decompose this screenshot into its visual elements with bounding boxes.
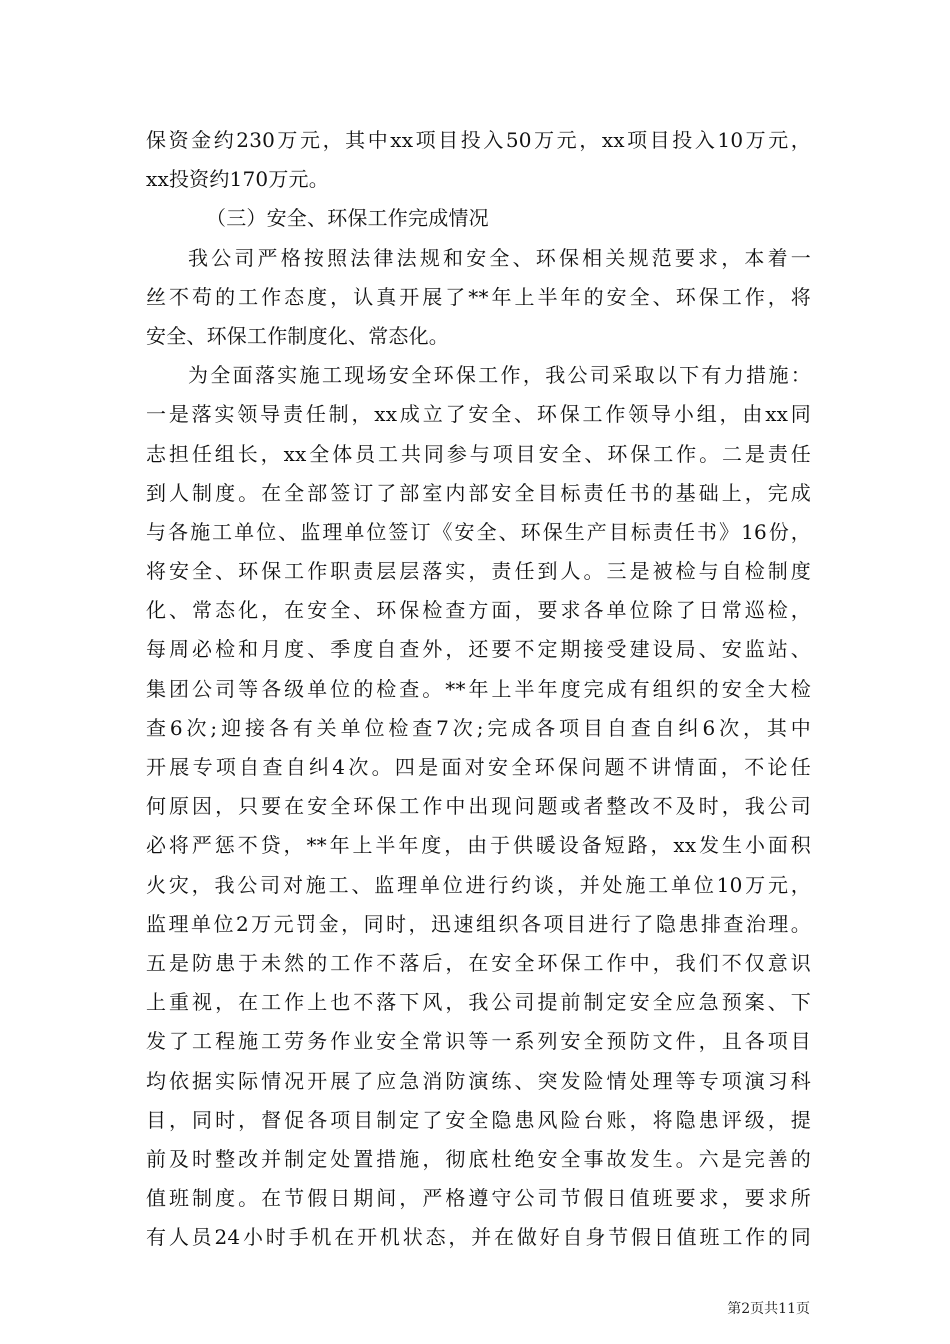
text-line: 火灾，我公司对施工、监理单位进行约谈，并处施工单位10万元， [146, 872, 811, 897]
text-line: 发了工程施工劳务作业安全常识等一系列安全预防文件，且各项目 [146, 1029, 811, 1054]
text-line: 丝不苟的工作态度，认真开展了**年上半年的安全、环保工作，将 [146, 284, 811, 309]
text-line: 目，同时，督促各项目制定了安全隐患风险台账，将隐患评级，提 [146, 1107, 811, 1132]
text-line: 均依据实际情况开展了应急消防演练、突发险情处理等专项演习科 [146, 1068, 811, 1093]
text-line: 查6次;迎接各有关单位检查7次;完成各项目自查自纠6次，其中 [146, 715, 811, 740]
text-line: 监理单位2万元罚金，同时，迅速组织各项目进行了隐患排查治理。 [146, 911, 811, 936]
text-line: 必将严惩不贷，**年上半年度，由于供暖设备短路，xx发生小面积 [146, 833, 811, 858]
text-line: 何原因，只要在安全环保工作中出现问题或者整改不及时，我公司 [146, 794, 811, 819]
text-line: 保资金约230万元，其中xx项目投入50万元，xx项目投入10万元， [146, 128, 811, 152]
text-line: 有人员24小时手机在开机状态，并在做好自身节假日值班工作的同 [146, 1225, 811, 1250]
text-line: 将安全、环保工作职责层层落实，责任到人。三是被检与自检制度 [146, 559, 811, 584]
text-line: 开展专项自查自纠4次。四是面对安全环保问题不讲情面，不论任 [146, 755, 811, 779]
body-text [146, 121, 811, 1257]
text-line: 与各施工单位、监理单位签订《安全、环保生产目标责任书》16份， [146, 519, 811, 544]
text-line: 值班制度。在节假日期间，严格遵守公司节假日值班要求，要求所 [146, 1186, 811, 1211]
text-line: 安全、环保工作制度化、常态化。 [146, 323, 449, 348]
text-line: xx投资约170万元。 [146, 167, 329, 192]
text-line: 五是防患于未然的工作不落后，在安全环保工作中，我们不仅意识 [146, 950, 811, 975]
text-line: 志担任组长，xx全体员工共同参与项目安全、环保工作。二是责任 [146, 441, 811, 466]
text-line: 化、常态化，在安全、环保检查方面，要求各单位除了日常巡检， [146, 598, 811, 623]
text-line: 一是落实领导责任制，xx成立了安全、环保工作领导小组，由xx同 [146, 402, 811, 427]
page-number: 第2页共11页 [727, 1301, 810, 1317]
text-line: 上重视，在工作上也不落下风，我公司提前制定安全应急预案、下 [146, 990, 811, 1015]
text-line: 前及时整改并制定处置措施，彻底杜绝安全事故发生。六是完善的 [146, 1146, 811, 1171]
text-line: 我公司严格按照法律法规和安全、环保相关规范要求，本着一 [188, 245, 811, 270]
section-heading: （三）安全、环保工作完成情况 [206, 206, 489, 231]
text-line: 每周必检和月度、季度自查外，还要不定期接受建设局、安监站、 [146, 637, 811, 662]
text-line: 到人制度。在全部签订了部室内部安全目标责任书的基础上，完成 [146, 480, 811, 505]
text-line: 集团公司等各级单位的检查。**年上半年度完成有组织的安全大检 [146, 676, 811, 701]
text-line: 为全面落实施工现场安全环保工作，我公司采取以下有力措施： [188, 363, 811, 388]
